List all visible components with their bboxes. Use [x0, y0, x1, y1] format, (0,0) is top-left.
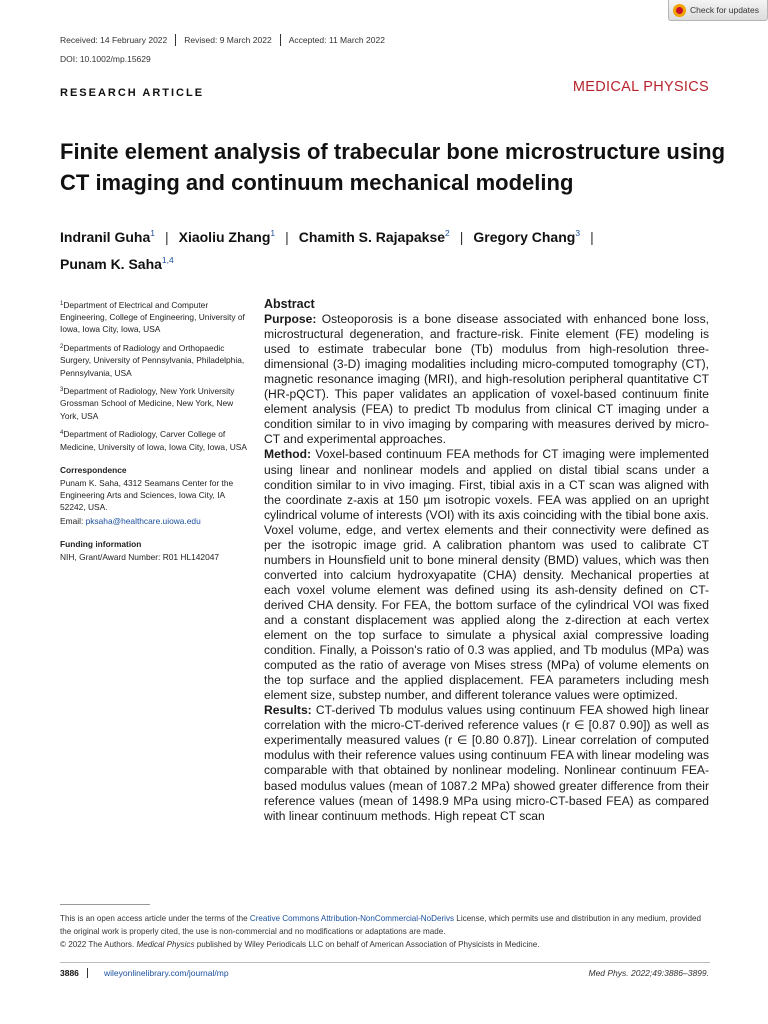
affiliation: $^2$Departments of Radiology and Orthopaedic Surgery, University of Pennsylvania, Philadelphia, Pennsylvania, USA	[60, 343, 245, 378]
author-separator: |	[164, 229, 169, 245]
journal-url-link[interactable]: wileyonlinelibrary.com/journal/mp	[104, 968, 229, 978]
author-list	[60, 222, 720, 276]
page-number: 3886	[60, 968, 88, 978]
funding-heading: Funding information	[60, 538, 142, 549]
purpose-text: Osteoporosis is a bone disease associated with enhanced bone loss, microstructural degeneration, and fracture-risk. Finite element (FE) modeling is used to estimate trabecular bone (Tb) modulus from high-resolution three-dimensional (3-D) imaging modalities including micro-computed tomography (CT), magnetic resonance imaging (MRI), and high-resolution peripheral quantitative CT (HR-pQCT). This paper validates an application of voxel-based continuum finite element analysis (FEA) to predict Tb modulus from clinical CT imaging under a condition similar to in vivo imaging by comparing with measures derived by micro-CT and experimental approaches.	[264, 312, 709, 447]
author-separator: |	[590, 229, 594, 245]
sidebar	[60, 298, 250, 563]
author-affiliation-ref[interactable]: 3	[575, 228, 581, 238]
results-label: Results:	[264, 703, 312, 718]
method-label: Method:	[264, 447, 312, 462]
author-separator: |	[285, 229, 289, 245]
doi: DOI: 10.1002/mp.15629	[60, 54, 151, 64]
license-notice	[60, 912, 710, 952]
citation: Med Phys. 2022;49:3886–3899.	[588, 968, 709, 978]
bottom-divider	[60, 962, 710, 963]
accepted-date: Accepted: 11 March 2022	[280, 34, 393, 46]
revised-date: Revised: 9 March 2022	[175, 34, 279, 46]
author-separator: |	[459, 229, 464, 245]
correspondence-heading: Correspondence	[60, 464, 127, 475]
affiliation: $^1$Department of Electrical and Computer Engineering, College of Engineering, University of Iowa, Iowa City, Iowa, USA	[60, 300, 245, 335]
author-name: Xiaoliu Zhang	[178, 229, 271, 245]
crossmark-icon	[673, 4, 686, 17]
footer-divider	[60, 904, 150, 905]
license-link[interactable]: Creative Commons Attribution-NonCommercial-NoDerivs	[249, 914, 455, 923]
article-dates	[60, 34, 393, 46]
funding-text: NIH, Grant/Award Number: R01 HL142047	[60, 551, 220, 562]
method-text: Voxel-based continuum FEA methods for CT imaging were implemented using linear and nonlinear models and applied on distal tibial scans under a condition similar to in vivo imaging. First, tibial axis in a CT scan was aligned with the coordinate z-axis at 150 µm isotropic voxels. FEA was applied on an upright cylindrical volume of interests (VOI) with its axis coinciding with the tibial bone axis. Voxel volume, edge, and vertex elements and their connectivity were defined as per the isotropic image grid. A calibration phantom was used to calibrate CT numbers in Hounsfield unit to bone mineral density (BMD) values, which was then converted into calcium hydroxyapatite (CHA) density. Mechanical properties at each voxel volume element was defined using its ash-density defined on CT-derived CHA density. For FEA, the bottom surface of the cylindrical VOI was fixed and a constant displacement was applied along the z-direction at each vertex element on the top surface to simulate a physical axial compressive loading condition. Finally, a Poisson's ratio of 0.3 was applied, and Tb modulus (MPa) was computed as the ratio of average von Mises stress (MPa) of volume elements on the top surface and the applied displacement. FEA parameters including mesh element size, substep number, and different tolerance values were optimized.	[264, 447, 709, 703]
correspondence-text: Punam K. Saha, 4312 Seamans Center for the Engineering Arts and Sciences, Iowa City, IA 52242, USA.	[60, 477, 234, 513]
author-affiliation-ref[interactable]: 2	[445, 228, 450, 238]
journal-name: MEDICAL PHYSICS	[572, 79, 709, 95]
results-text: CT-derived Tb modulus values using continuum FEA showed high linear correlation with the micro-CT-derived reference values (r ∈ [0.87 0.90]) as well as experimentally measured values (r ∈ [0.80 0.87]). Linear correlation of computed modulus with their reference values using continuum FEA with linear modeling was comparable with that obtained by nonlinear modeling. Nonlinear continuum FEA-based modulus values (mean of 1087.2 MPa) showed greater difference from their reference values (mean of 1498.9 MPa using micro-CT-based FEA) as compared with linear continuum methods. High repeat CT scan	[264, 703, 709, 823]
purpose-label: Purpose:	[264, 312, 317, 327]
article-type: RESEARCH ARTICLE	[60, 87, 205, 99]
author-affiliation-ref[interactable]: 1	[270, 228, 276, 238]
author-affiliation-ref[interactable]: 1,4	[161, 255, 174, 265]
author-name: Gregory Chang	[473, 229, 576, 245]
correspondence-email: Email: pksaha@healthcare.uiowa.edu	[60, 515, 201, 526]
license-text: This is an open access article under the terms of the Creative Commons Attribution-NonCommercial-NoDerivs License, which permits use and distribution in any medium, provided the original work is properly cited, the use is non-commercial and no modifications or adaptations are made.	[60, 914, 702, 937]
copyright-text: © 2022 The Authors. Medical Physics published by Wiley Periodicals LLC on behalf of American Association of Physicists in Medicine.	[60, 940, 540, 950]
author-name: Chamith S. Rajapakse	[298, 229, 446, 245]
affiliation: $^4$Department of Radiology, Carver College of Medicine, University of Iowa, Iowa City, Iowa, USA	[60, 429, 247, 452]
check-for-updates-button[interactable]	[668, 0, 768, 21]
check-for-updates-label: Check for updates	[690, 5, 759, 15]
abstract	[264, 297, 709, 824]
author-name: Punam K. Saha	[60, 256, 162, 272]
abstract-purpose	[264, 312, 709, 447]
abstract-results	[264, 703, 709, 823]
author-name: Indranil Guha	[60, 229, 151, 245]
email-link[interactable]: pksaha@healthcare.uiowa.edu	[85, 515, 201, 526]
abstract-method	[264, 447, 709, 703]
abstract-heading: Abstract	[264, 297, 315, 311]
affiliation: $^3$Department of Radiology, New York University Grossman School of Medicine, New York, New York, USA	[60, 386, 235, 421]
author-affiliation-ref[interactable]: 1	[150, 228, 155, 238]
article-title: Finite element analysis of trabecular bone microstructure using CT imaging and continuum mechanical modeling	[60, 139, 726, 195]
received-date: Received: 14 February 2022	[60, 35, 168, 45]
